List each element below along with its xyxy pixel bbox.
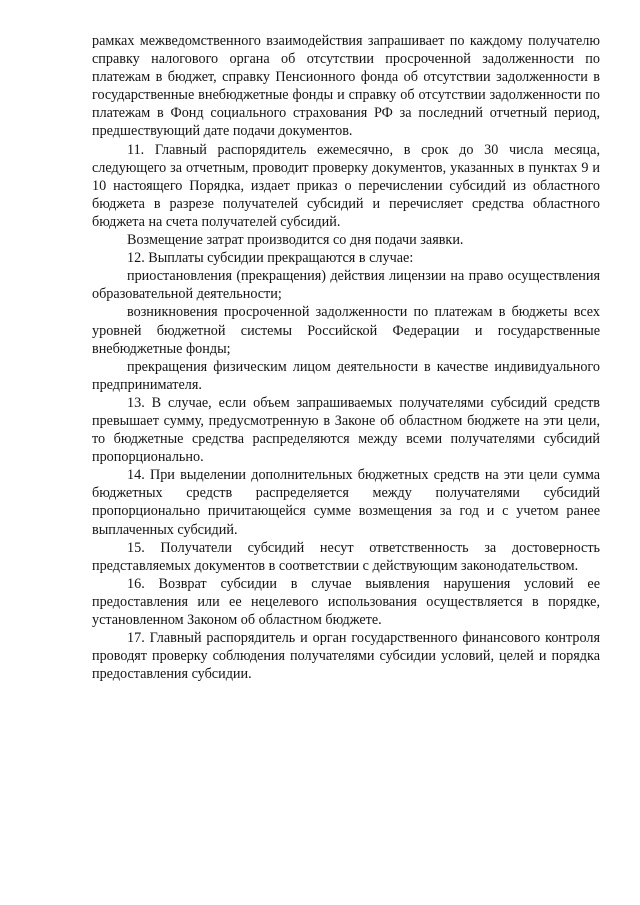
paragraph-clause-14: 14. При выделении дополнительных бюджетных средств на эти цели сумма бюджетных средств распределяется между получателями субсидий пропорционально причитающейся сумме возмещения за год и с учетом ранее выплаченных субсидий.: [92, 467, 600, 538]
paragraph-clause-16: 16. Возврат субсидии в случае выявления нарушения условий ее предоставления или ее нецелевого использования осуществляется в порядке, установленном Законом об областном бюджете.: [92, 575, 600, 628]
paragraph-clause-17: 17. Главный распорядитель и орган государственного финансового контроля проводят проверку соблюдения получателями субсидии условий, целей и порядка предоставления субсидии.: [92, 630, 600, 683]
paragraph-clause-12: 12. Выплаты субсидии прекращаются в случае:: [127, 250, 414, 267]
paragraph-clause-13: 13. В случае, если объем запрашиваемых получателями субсидий средств превышает сумму, предусмотренную в Законе об областном бюджете на эти цели, то бюджетные средства распределяются между всеми получателями субсидий пропорционально.: [92, 394, 600, 466]
paragraph-clause-12-item-termination: прекращения физическим лицом деятельности в качестве индивидуального предпринимателя.: [92, 358, 600, 393]
paragraph-clause-12-item-license: приостановления (прекращения) действия лицензии на право осуществления образовательной деятельности;: [92, 268, 600, 303]
paragraph-clause-12-item-debt: возникновения просроченной задолженности по платежам в бюджеты всех уровней бюджетной системы Российской Федерации и государственные внебюджетные фонды;: [92, 304, 600, 357]
paragraph-reimbursement: Возмещение затрат производится со дня подачи заявки.: [127, 232, 464, 249]
paragraph-clause-15: 15. Получатели субсидий несут ответственность за достоверность представляемых документов в соответствии с действующим законодательством.: [92, 539, 600, 574]
paragraph-continuation: рамках межведомственного взаимодействия запрашивает по каждому получателю справку налогового органа об отсутствии просроченной задолженности по платежам в бюджет, справку Пенсионного фонда об отсутствии задолженности в государственные внебюджетные фонды и справку об отсутствии задолженности по платежам в Фонд социального страхования РФ за последний отчетный период, предшествующий дате подачи документов.: [92, 33, 600, 140]
paragraph-clause-11: 11. Главный распорядитель ежемесячно, в срок до 30 числа месяца, следующего за отчетным, проводит проверку документов, указанных в пунктах 9 и 10 настоящего Порядка, издает приказ о перечислении субсидий из областного бюджета в разрезе получателей субсидий и перечисляет средства областного бюджета на счета получателей субсидий.: [92, 141, 600, 230]
